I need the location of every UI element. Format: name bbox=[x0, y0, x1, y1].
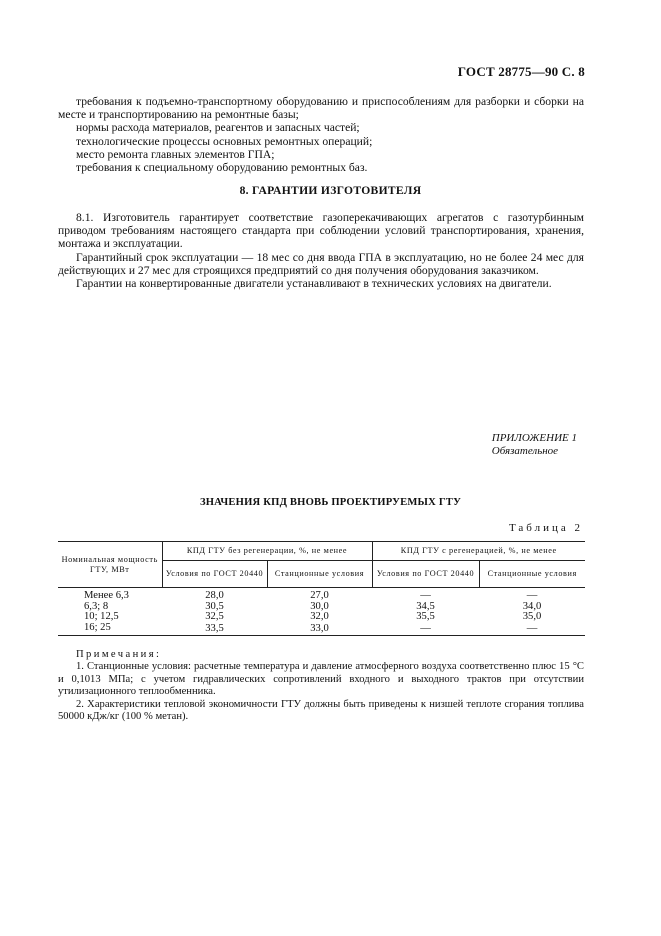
column-group-regeneration: КПД ГТУ с регенерацией, %, не менее bbox=[372, 542, 585, 561]
table-cell: 34,5 bbox=[416, 600, 435, 612]
table-cell: 34,0 bbox=[522, 600, 542, 612]
appendix-title: ПРИЛОЖЕНИЕ 1 bbox=[491, 432, 577, 444]
notes bbox=[58, 649, 584, 723]
column-group-no-regeneration: КПД ГТУ без регенерации, %, не менее bbox=[162, 542, 372, 561]
table-cell: 27,0 bbox=[310, 590, 329, 601]
column-header-station-2: Станционные условия bbox=[479, 561, 585, 588]
notes-heading: Примечания: bbox=[76, 649, 162, 660]
table-cell: — bbox=[372, 623, 479, 636]
table-cell: 33,5 bbox=[162, 623, 267, 636]
column-header-power: Номинальная мощность ГТУ, МВт bbox=[58, 542, 162, 588]
table-cell: 16; 25 bbox=[58, 623, 162, 636]
table-cell: 30,0 bbox=[310, 600, 329, 612]
appendix-subtitle: Обязательное bbox=[491, 445, 559, 457]
column-header-gost-1: Условия по ГОСТ 20440 bbox=[162, 561, 267, 588]
column-header-station-1: Станционные условия bbox=[267, 561, 372, 588]
intro-list bbox=[58, 95, 584, 174]
column-header-gost-2: Условия по ГОСТ 20440 bbox=[372, 561, 479, 588]
page-header: ГОСТ 28775—90 С. 8 bbox=[457, 64, 585, 79]
table-cell: 28,0 bbox=[205, 590, 224, 601]
note-item: 2. Характеристики тепловой экономичности ГТУ должны быть приведены к низшей теплоте сгорания топлива 50000 кДж/кг (100 % метан). bbox=[58, 698, 584, 723]
section-body bbox=[58, 211, 584, 290]
paragraph: Гарантийный срок эксплуатации — 18 мес со дня ввода ГПА в эксплуатацию, но не более 24 мес для действующих и 27 мес для строящихся предприятий со дня получения оборудования заказчиком. bbox=[58, 250, 584, 277]
table-cell: 35,5 bbox=[416, 611, 435, 623]
section-title: 8. ГАРАНТИИ ИЗГОТОВИТЕЛЯ bbox=[239, 184, 422, 197]
table-cell: 32,0 bbox=[310, 611, 329, 623]
list-item: технологические процессы основных ремонтных операций; bbox=[76, 134, 373, 148]
table-row bbox=[58, 612, 585, 623]
efficiency-table bbox=[58, 541, 585, 636]
table-row bbox=[58, 623, 585, 636]
table-cell: — bbox=[479, 623, 585, 636]
appendix-heading bbox=[492, 432, 577, 458]
paragraph: 8.1. Изготовитель гарантирует соответствие газоперекачивающих агрегатов с газотурбинным приводом требованиям настоящего стандарта при соблюдении условий транспортирования, хранения, монтажа и эксплуатации. bbox=[58, 211, 584, 251]
table-cell: 35,0 bbox=[522, 611, 542, 623]
list-item: требования к подъемно-транспортному оборудованию и приспособлениям для разборки и сборки на месте и транспортированию на ремонтные базы; bbox=[58, 95, 584, 122]
table-row bbox=[58, 588, 585, 602]
table-cell: 33,0 bbox=[267, 623, 372, 636]
list-item: нормы расхода материалов, реагентов и запасных частей; bbox=[76, 121, 360, 135]
table-cell: — bbox=[526, 590, 538, 601]
table-cell: 6,3; 8 bbox=[84, 600, 109, 612]
paragraph: Гарантии на конвертированные двигатели устанавливают в технических условиях на двигатели. bbox=[76, 277, 552, 291]
table-label: Таблица 2 bbox=[508, 522, 583, 534]
table-cell: 10; 12,5 bbox=[84, 611, 119, 623]
table-cell: 30,5 bbox=[205, 600, 224, 612]
table-cell: — bbox=[420, 590, 431, 601]
note-item: 1. Станционные условия: расчетные температура и давление атмосферного воздуха соответственно плюс 15 °С и 0,1013 МПа; с учетом гидравлических сопротивлений входного и выходного трактов при отсутствии утилизационного теплообменника. bbox=[58, 661, 584, 698]
table-cell: 32,5 bbox=[205, 611, 224, 623]
table-title: ЗНАЧЕНИЯ КПД ВНОВЬ ПРОЕКТИРУЕМЫХ ГТУ bbox=[199, 497, 462, 508]
table-cell: Менее 6,3 bbox=[84, 590, 129, 601]
list-item: требования к специальному оборудованию ремонтных баз. bbox=[76, 161, 368, 175]
list-item: место ремонта главных элементов ГПА; bbox=[76, 147, 275, 161]
